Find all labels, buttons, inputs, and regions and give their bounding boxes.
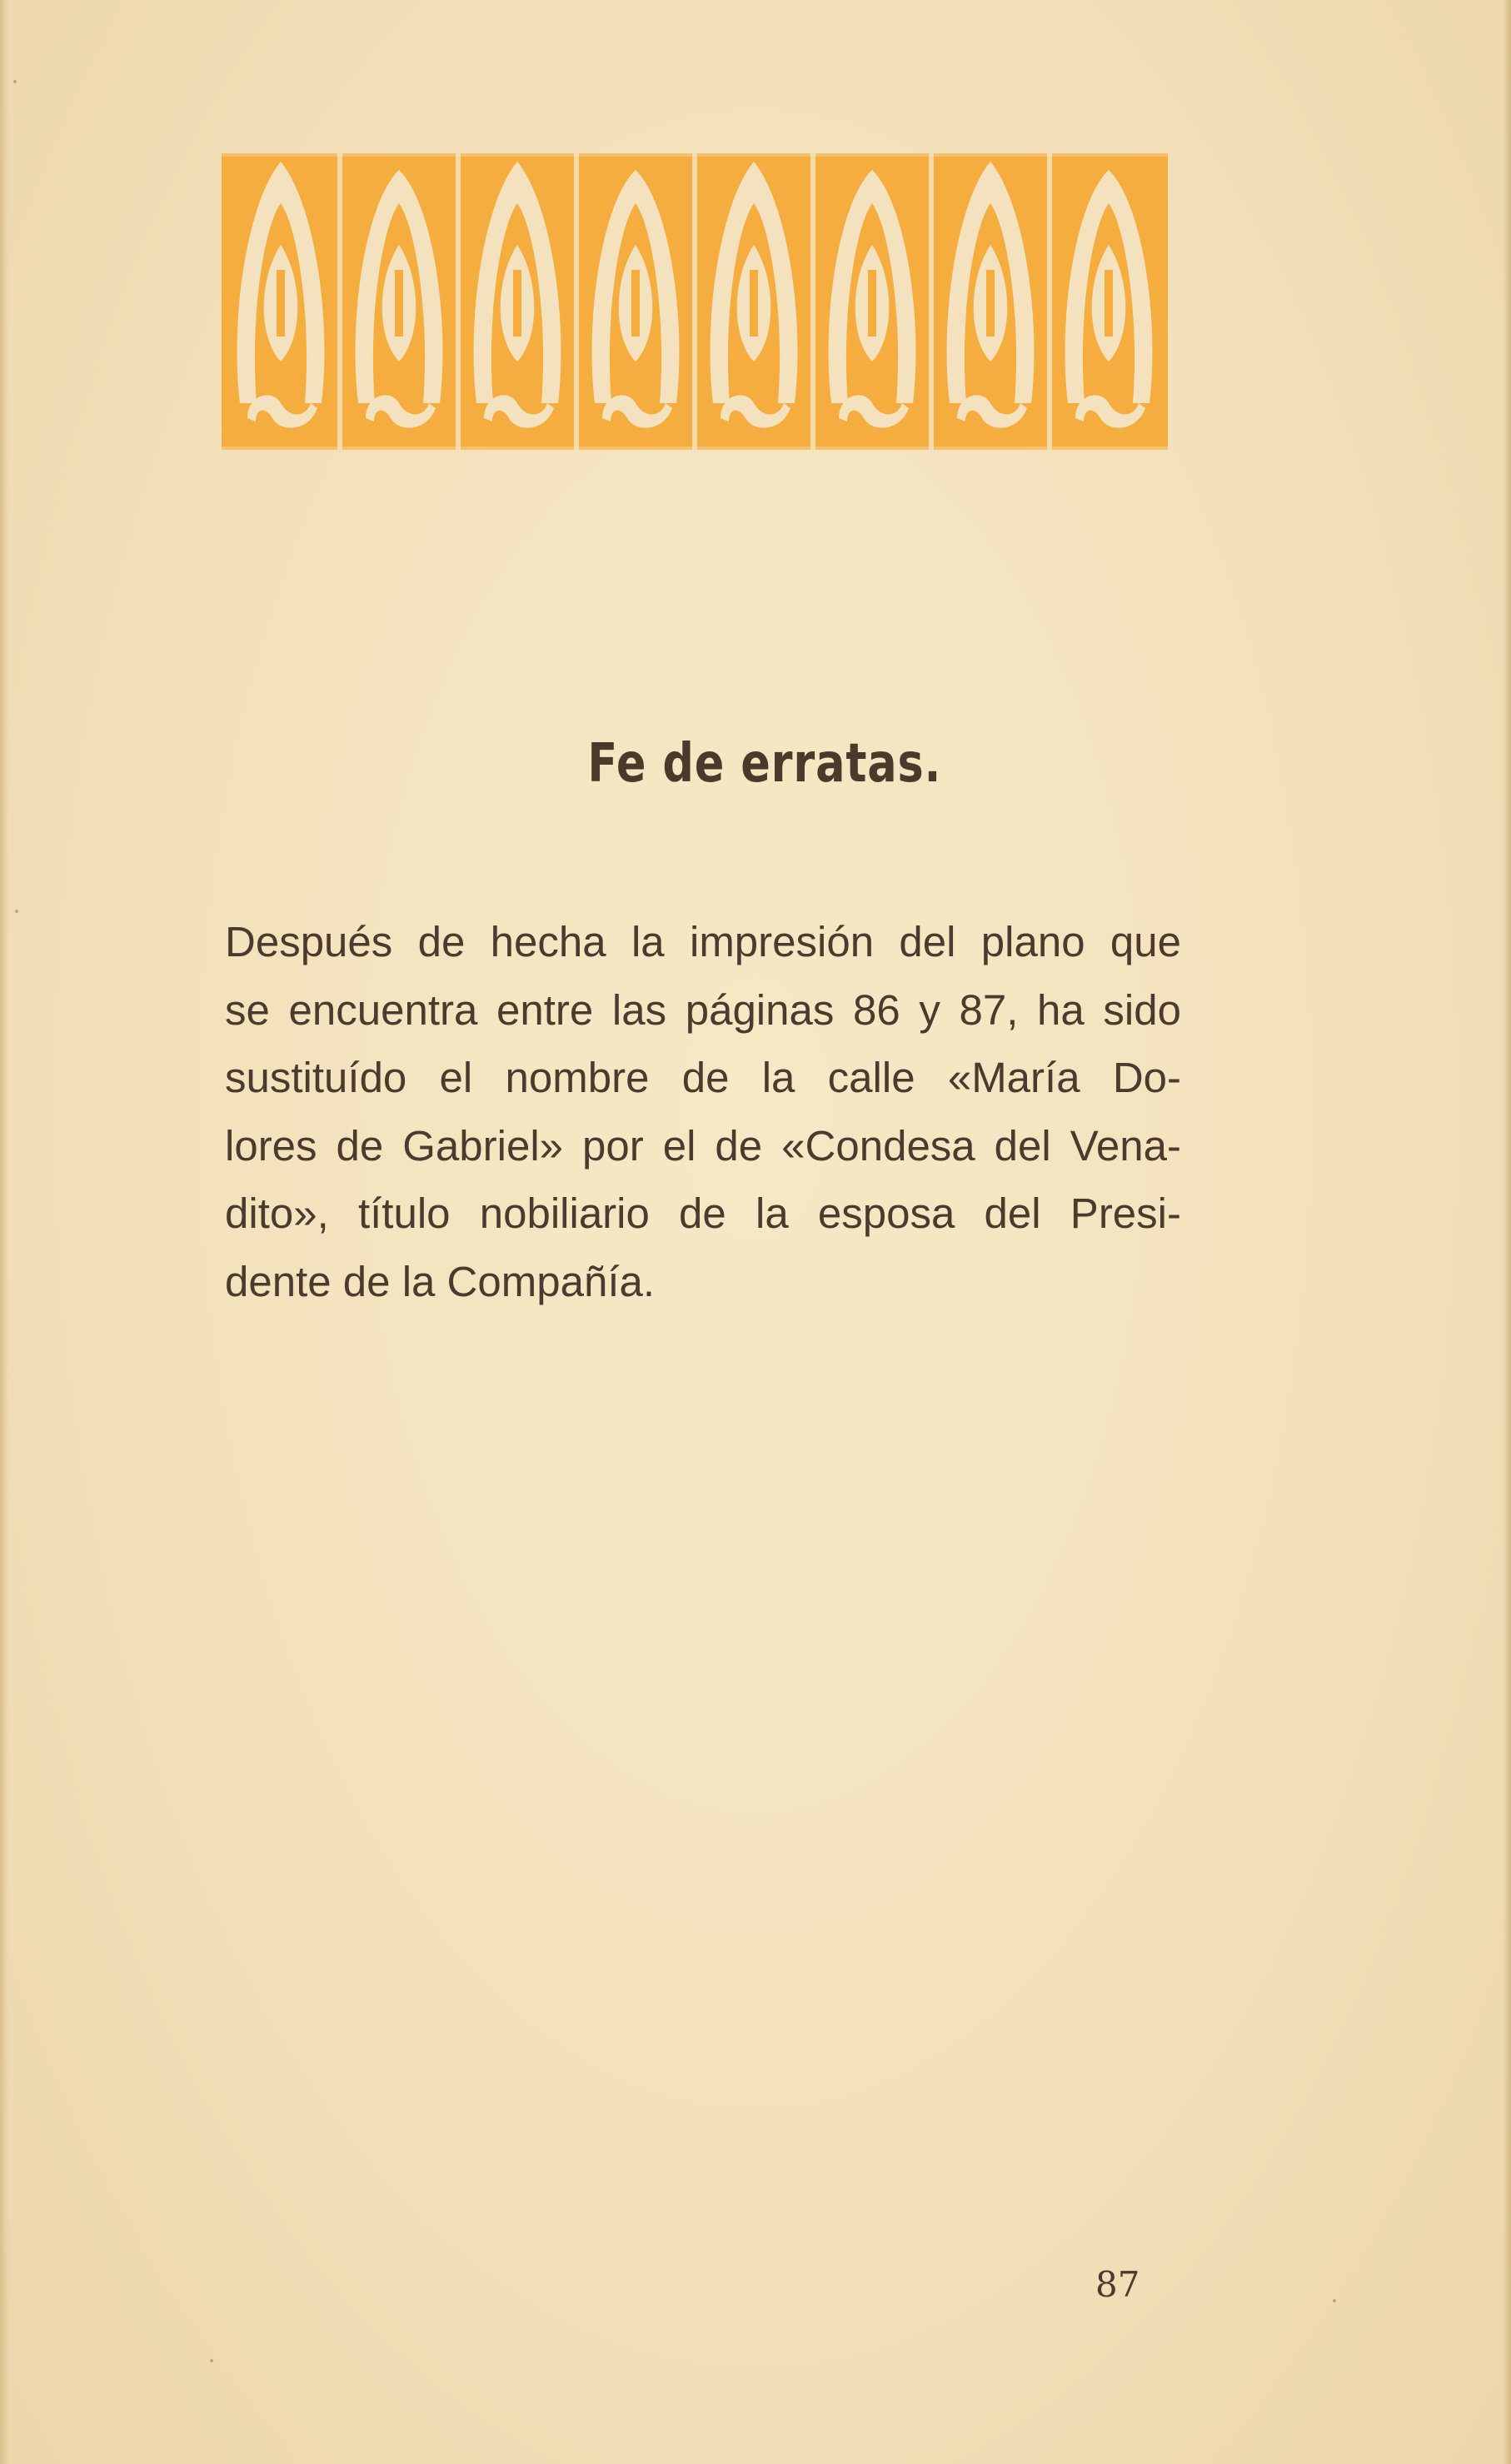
- page-title: Fe de erratas.: [587, 733, 942, 795]
- ornament-stem: [986, 270, 995, 337]
- errata-paragraph: [225, 908, 1181, 1315]
- ornament-divider: [574, 153, 579, 450]
- page-number: 87: [1095, 2264, 1140, 2305]
- ornament-divider: [692, 153, 697, 450]
- ornament-divider: [1047, 153, 1052, 450]
- ornament-stem: [1105, 270, 1113, 337]
- ornament-divider: [456, 153, 461, 450]
- paragraph-line: Después de hecha la impresión del plano que: [225, 918, 1181, 965]
- decorative-ornament-band: [222, 153, 1168, 450]
- ornament-stem: [868, 270, 876, 337]
- ornament-stem: [277, 270, 285, 337]
- paragraph-line: lores de Gabriel» por el de «Condesa del Vena-: [225, 1121, 1181, 1170]
- paper-speck: [1333, 2299, 1336, 2302]
- ornament-divider: [337, 153, 342, 450]
- paragraph-line: dente de la Compañía.: [225, 1257, 656, 1305]
- paper-speck: [210, 2359, 213, 2362]
- paragraph-line: sustituído el nombre de la calle «María Do-: [225, 1054, 1181, 1101]
- page-edge-right: [1503, 0, 1511, 2464]
- ornament-stem: [513, 270, 521, 337]
- ornament-stem: [631, 270, 640, 337]
- paragraph-line: dito», título nobiliario de la esposa del Presi-: [225, 1190, 1181, 1237]
- ornament-top-trim: [222, 153, 1168, 157]
- paragraph-line: se encuentra entre las páginas 86 y 87, ha sido: [225, 985, 1181, 1034]
- page-edge-left: [0, 0, 8, 2464]
- ornament-stem: [750, 270, 758, 337]
- ornament-stem: [395, 270, 403, 337]
- ornament-bottom-trim: [222, 446, 1168, 450]
- ornament-divider: [929, 153, 934, 450]
- paper-speck: [13, 80, 17, 83]
- paper-speck: [15, 910, 18, 913]
- ornament-divider: [810, 153, 815, 450]
